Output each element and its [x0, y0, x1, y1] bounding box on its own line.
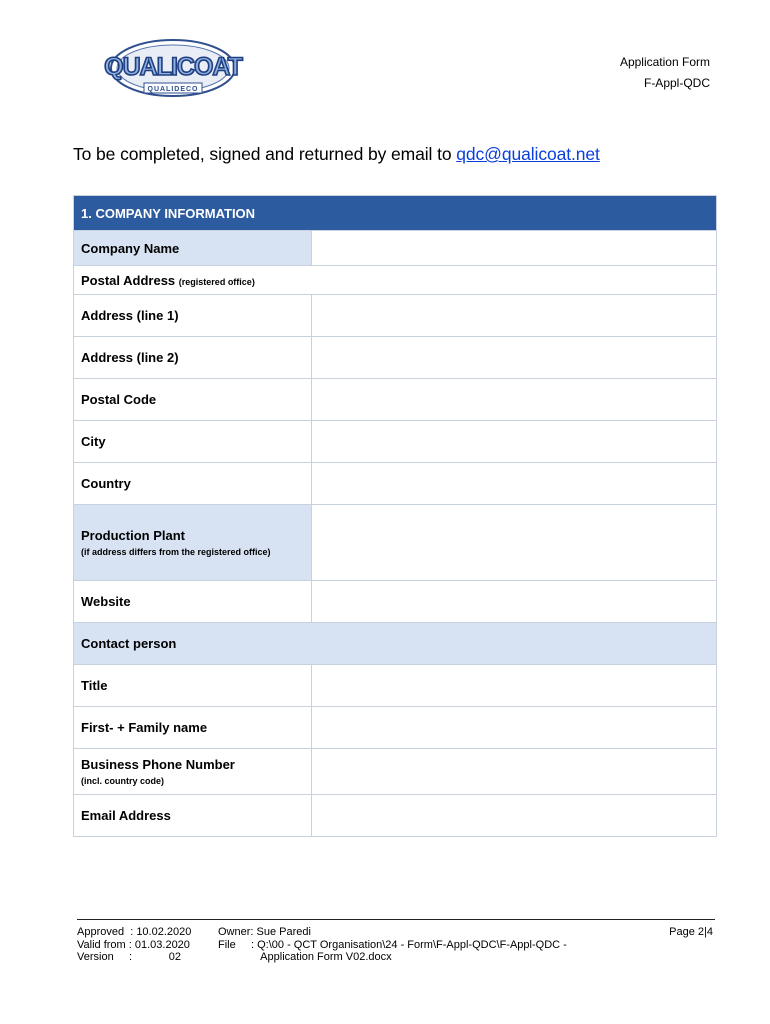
website-label: Website [74, 581, 312, 623]
email-link[interactable]: qdc@qualicoat.net [456, 144, 600, 164]
footer-dates: Approved : 10.02.2020 Valid from : 01.03.2020 Version : 02 [77, 926, 192, 963]
name-row [74, 707, 717, 749]
country-row [74, 463, 717, 505]
contact-person-row [74, 623, 717, 665]
title-field[interactable] [312, 665, 717, 707]
production-plant-note: (if address differs from the registered office) [81, 547, 271, 557]
instruction-line [73, 144, 600, 165]
production-plant-row [74, 505, 717, 581]
website-row [74, 581, 717, 623]
instruction-text: To be completed, signed and returned by email to [73, 144, 457, 164]
website-field[interactable] [312, 581, 717, 623]
address1-row [74, 295, 717, 337]
address2-label: Address (line 2) [74, 337, 312, 379]
section-title: 1. COMPANY INFORMATION [74, 196, 717, 231]
city-field[interactable] [312, 421, 717, 463]
postal-address-note: (registered office) [178, 276, 255, 287]
document-header [620, 52, 710, 94]
postal-code-label: Postal Code [74, 379, 312, 421]
logo-text: QUALICOAT [104, 53, 242, 81]
page-footer [77, 919, 715, 963]
doc-title: Application Form [619, 55, 710, 69]
city-label: City [74, 421, 312, 463]
email-label: Email Address [74, 795, 312, 837]
page-number: Page 2|4 [669, 926, 713, 938]
logo-subtext: QUALIDECO [147, 86, 199, 93]
contact-person-label: Contact person [74, 623, 717, 665]
country-field[interactable] [312, 463, 717, 505]
name-field[interactable] [312, 707, 717, 749]
production-plant-label: Production Plant (if address differs from the registered office) [74, 505, 312, 581]
company-name-label: Company Name [74, 231, 312, 266]
phone-row [74, 749, 717, 795]
phone-note: (incl. country code) [81, 776, 165, 786]
address2-row [74, 337, 717, 379]
email-row [74, 795, 717, 837]
title-row [74, 665, 717, 707]
email-field[interactable] [312, 795, 717, 837]
phone-label: Business Phone Number (incl. country code) [74, 749, 312, 795]
doc-code: F-Appl-QDC [643, 76, 710, 90]
address2-field[interactable] [312, 337, 717, 379]
country-label: Country [74, 463, 312, 505]
company-information-form [73, 195, 717, 837]
address1-label: Address (line 1) [74, 295, 312, 337]
production-plant-field[interactable] [312, 505, 717, 581]
company-name-row [74, 231, 717, 266]
title-label: Title [74, 665, 312, 707]
postal-code-field[interactable] [312, 379, 717, 421]
city-row [74, 421, 717, 463]
qualicoat-logo [84, 38, 262, 100]
company-name-field[interactable] [312, 231, 717, 266]
postal-address-label: Postal Address (registered office) [74, 266, 717, 295]
name-label: First- + Family name [74, 707, 312, 749]
postal-code-row [74, 379, 717, 421]
postal-address-row [74, 266, 717, 295]
phone-field[interactable] [312, 749, 717, 795]
address1-field[interactable] [312, 295, 717, 337]
section-header-row [74, 196, 717, 231]
footer-owner-file: Owner: Sue Paredi File : Q:\00 - QCT Organisation\24 - Form\F-Appl-QDC\F-Appl-QDC - Application Form V02.docx [218, 926, 567, 963]
